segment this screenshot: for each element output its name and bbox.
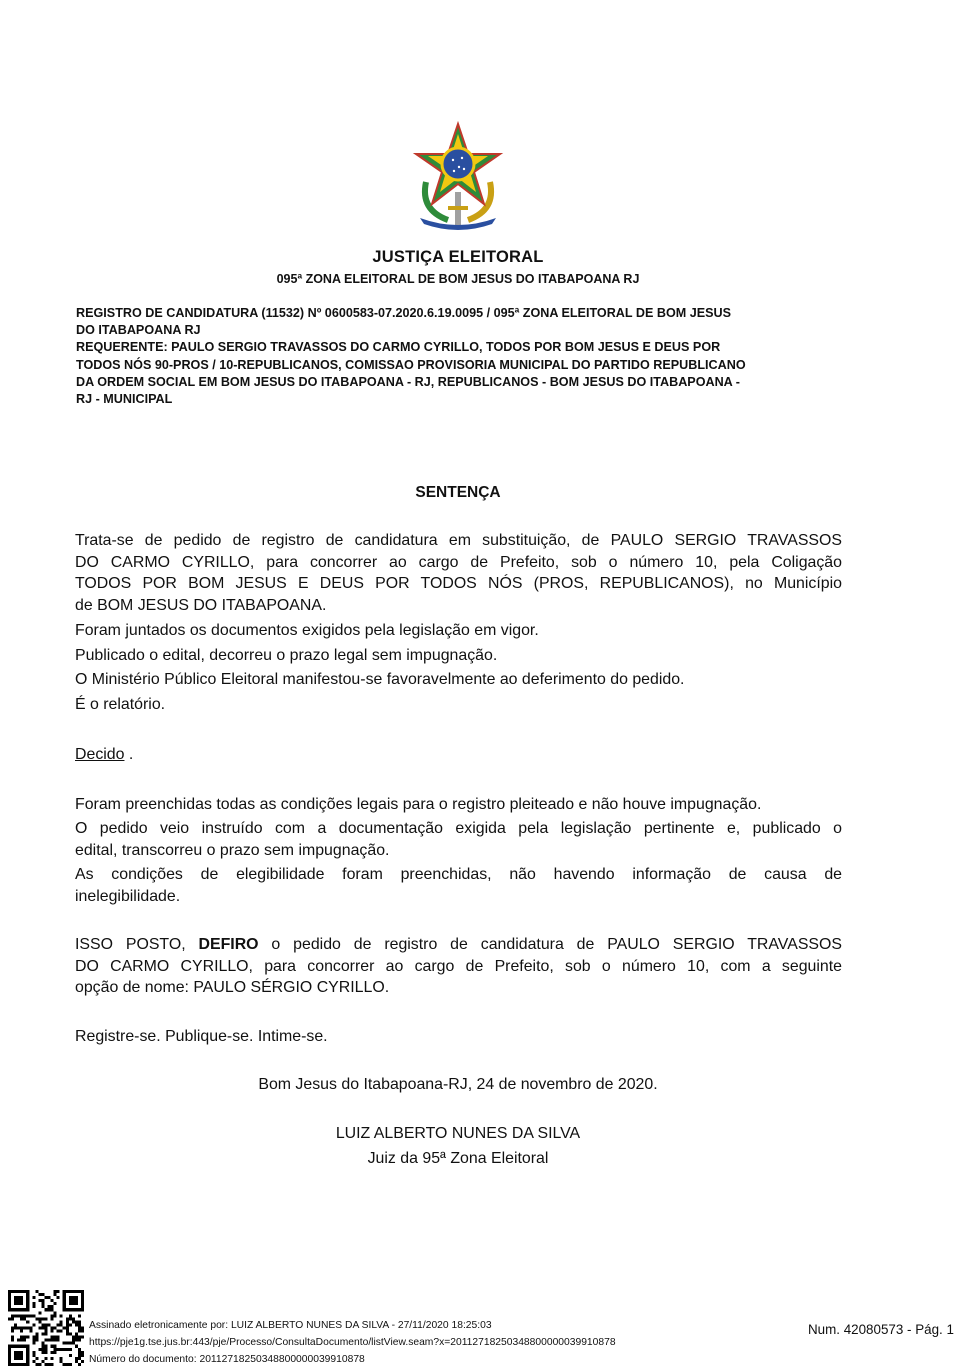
reasoning-p3 — [75, 864, 842, 907]
ruling-line: DO CARMO CYRILLO, para concorrer ao cargo de Prefeito, sob o número 10, com a seguinte — [75, 957, 842, 975]
report-documents: Foram juntados os documentos exigidos pela legislação em vigor. — [75, 622, 539, 639]
report-edital: Publicado o edital, decorreu o prazo legal sem impugnação. — [75, 647, 498, 664]
footer-doc-number: Número do documento: 20112718250348800000039910878 — [89, 1354, 365, 1365]
ruling-line: opção de nome: PAULO SÉRGIO CYRILLO. — [75, 979, 390, 996]
report-line: de BOM JESUS DO ITABAPOANA. — [75, 596, 327, 614]
report-line: DO CARMO CYRILLO, para concorrer ao cargo de Prefeito, sob o número 10, pela Coligação — [75, 553, 842, 571]
judge-role: Juiz da 95ª Zona Eleitoral — [367, 1150, 549, 1167]
ruling-line — [75, 934, 842, 956]
reasoning-p1: Foram preenchidas todas as condições legais para o registro pleiteado e não houve impugnação. — [75, 796, 762, 813]
case-header-line: REQUERENTE: PAULO SERGIO TRAVASSOS DO CARMO CYRILLO, TODOS POR BOM JESUS E DEUS POR — [76, 340, 721, 355]
reasoning-line: edital, transcorreu o prazo sem impugnação. — [75, 841, 390, 859]
report-end: É o relatório. — [75, 696, 166, 713]
reasoning-p2 — [75, 818, 842, 861]
reasoning-line: As condições de elegibilidade foram preenchidas, não havendo informação de causa de — [75, 866, 842, 883]
case-header — [76, 305, 846, 408]
case-header-line: REGISTRO DE CANDIDATURA (11532) Nº 0600583-07.2020.6.19.0095 / 095ª ZONA ELEITORAL DE BOM JESUS — [76, 306, 732, 320]
report-mp: O Ministério Público Eleitoral manifestou-se favoravelmente ao deferimento do pedido. — [75, 671, 685, 688]
case-header-line: DA ORDEM SOCIAL EM BOM JESUS DO ITABAPOANA - RJ, REPUBLICANOS - BOM JESUS DO ITABAPOANA - — [76, 374, 741, 389]
case-header-line: DO ITABAPOANA RJ — [76, 323, 201, 338]
footer-signed: Assinado eletronicamente por: LUIZ ALBERTO NUNES DA SILVA - 27/11/2020 18:25:03 — [89, 1320, 492, 1331]
case-header-line: RJ - MUNICIPAL — [76, 392, 173, 407]
ruling-lead: ISSO POSTO, — [75, 936, 199, 953]
brazil-coat-of-arms-icon — [410, 120, 506, 230]
report-line: Trata-se de pedido de registro de candidatura em substituição, de PAULO SERGIO TRAVASSOS — [75, 532, 842, 549]
sentence-title: SENTENÇA — [415, 484, 501, 501]
ruling-defiro: DEFIRO — [198, 936, 259, 953]
case-header-line: TODOS NÓS 90-PROS / 10-REPUBLICANOS, COMISSAO PROVISORIA MUNICIPAL DO PARTIDO REPUBLICANO — [76, 357, 746, 372]
reasoning-line: O pedido veio instruído com a documentação exigida pela legislação pertinente e, publicado o — [75, 820, 842, 837]
court-title: JUSTIÇA ELEITORAL — [372, 248, 544, 266]
qr-code-icon — [8, 1290, 84, 1366]
ruling-line1-rest: o pedido de registro de candidatura de PAULO SERGIO TRAVASSOS — [258, 936, 842, 953]
decision-label-line — [75, 744, 842, 766]
place-date: Bom Jesus do Itabapoana-RJ, 24 de novembro de 2020. — [258, 1076, 658, 1093]
report-paragraph — [75, 530, 842, 616]
decision-label-dot: . — [124, 746, 134, 763]
electoral-zone: 095ª ZONA ELEITORAL DE BOM JESUS DO ITABAPOANA RJ — [276, 272, 640, 286]
closing-line: Registre-se. Publique-se. Intime-se. — [75, 1028, 328, 1045]
decision-label: Decido — [75, 746, 125, 763]
footer-url[interactable]: https://pje1g.tse.jus.br:443/pje/Processo/ConsultaDocumento/listView.seam?x=20112718250348800000039910878 — [89, 1337, 616, 1348]
ruling-paragraph — [75, 934, 842, 999]
reasoning-line: inelegibilidade. — [75, 887, 181, 905]
judge-name: LUIZ ALBERTO NUNES DA SILVA — [335, 1125, 581, 1142]
page-number: Num. 42080573 - Pág. 1 — [808, 1322, 954, 1337]
report-line: TODOS POR BOM JESUS E DEUS POR TODOS NÓS (PROS, REPUBLICANOS), no Município — [75, 575, 842, 592]
